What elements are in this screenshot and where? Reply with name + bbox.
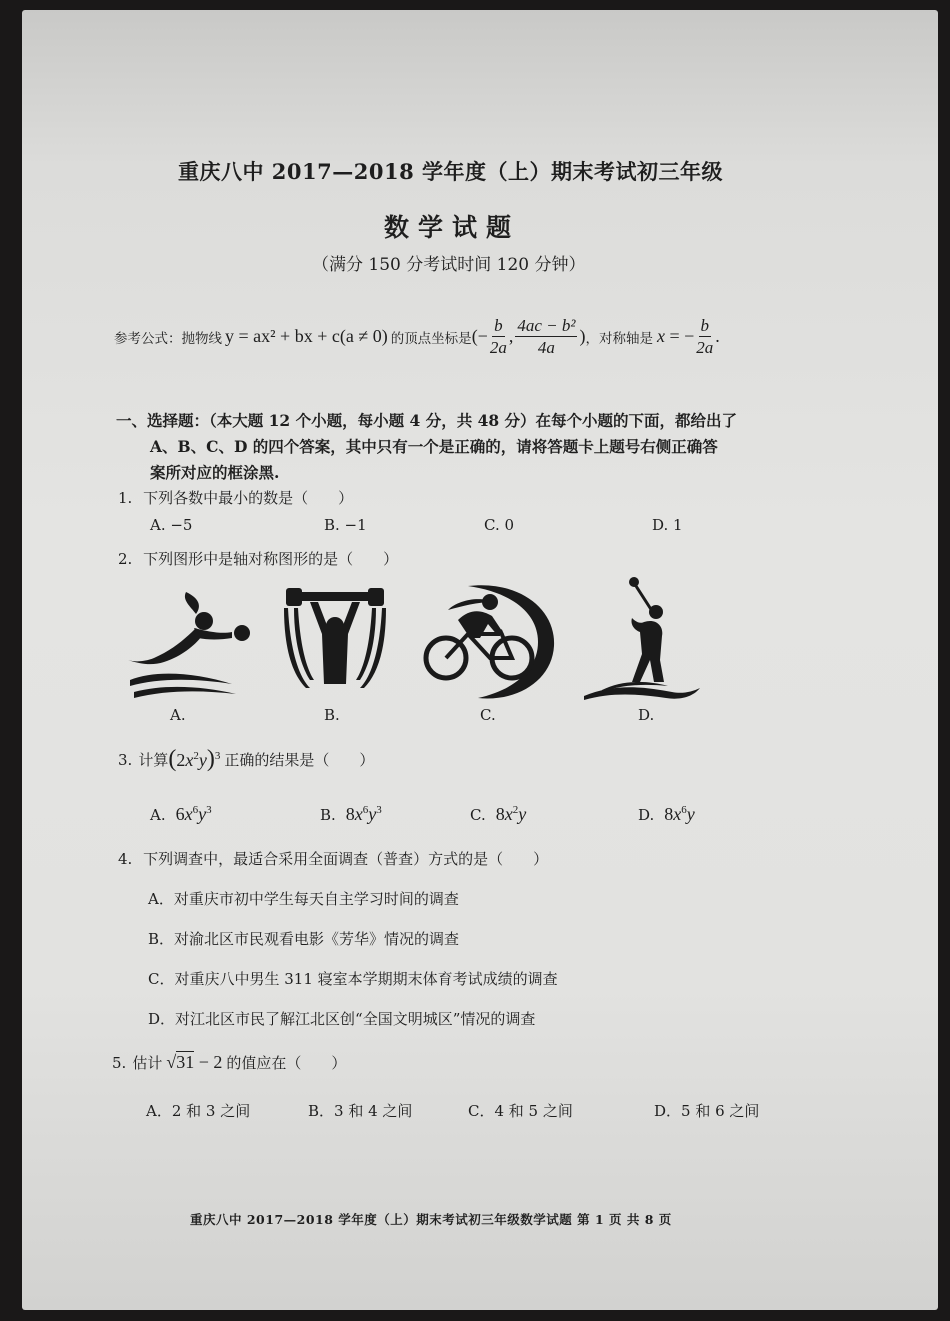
question-stem: 下列调查中，最适合采用全面调查（普查）方式的是（ ） [143, 850, 549, 868]
figure-a-volleyball-icon [124, 588, 254, 700]
question-number: 2. [118, 550, 133, 568]
q3-option-d: D. $8x^6y$ [638, 804, 695, 824]
page-footer: 重庆八中 2017—2018 学年度（上）期末考试初三年级数学试题 第 1 页 共 8 页 [190, 1212, 672, 1227]
reference-formula: 参考公式：抛物线 y = ax² + bx + c(a ≠ 0) 的顶点坐标是 (− $\frac{b}{2a}$ , $\frac{\text{4ac − b²}}{4a}$ ) ，对称轴是 x = − $\frac{b}{2a}$ . [114, 316, 720, 357]
section-1-line-3: 案所对应的框涂黑. [150, 463, 280, 482]
axis-fraction: $\frac{b}{2a}$ [696, 316, 714, 357]
q4-option-c: C．对重庆八中男生 311 寝室本学期期末体育考试成绩的调查 [148, 970, 558, 988]
section-1-line-2: A、B、C、D 的四个答案，其中只有一个是正确的，请将答题卡上题号右侧正确答 [150, 437, 718, 456]
q1-option-b: B. −1 [324, 516, 367, 534]
section-1-line-1: 一、选择题：（本大题 12 个小题，每小题 4 分，共 48 分）在每个小题的下面，都给出了 [116, 411, 738, 430]
q1-option-d: D. 1 [652, 516, 683, 534]
question-number: 1. [118, 489, 133, 507]
q5-option-d: D．5 和 6 之间 [654, 1102, 760, 1120]
formula-expr: y = ax² + bx + c(a ≠ 0) [225, 326, 388, 346]
q3-expression: $(2x^2y)^3$ [168, 746, 221, 772]
vertex-x-fraction: $\frac{b}{2a}$ [489, 316, 507, 357]
question-4 [118, 848, 548, 869]
q5-option-c: C．4 和 5 之间 [468, 1102, 573, 1120]
question-2 [118, 548, 398, 569]
q1-option-c: C. 0 [484, 516, 515, 534]
question-stem-post: 正确的结果是（ ） [224, 751, 375, 769]
figure-d-label: D. [638, 706, 655, 724]
figure-b-weightlifter-icon [280, 588, 390, 700]
vertex-y-fraction: $\frac{\text{4ac − b²}}{4a}$ [517, 316, 576, 357]
exam-note: （满分 150 分考试时间 120 分钟） [312, 255, 586, 275]
question-number: 4. [118, 850, 133, 868]
question-stem: 下列各数中最小的数是（ ） [143, 489, 354, 507]
question-number: 5. [112, 1053, 127, 1072]
q4-option-a: A．对重庆市初中学生每天自主学习时间的调查 [148, 890, 459, 908]
question-stem-pre: 估计 [132, 1054, 163, 1072]
q4-option-d: D．对江北区市民了解江北区创“全国文明城区”情况的调查 [148, 1010, 536, 1028]
q5-option-b: B．3 和 4 之间 [308, 1102, 413, 1120]
exam-subtitle: 数学试题 [384, 213, 521, 242]
q1-option-a: A. −5 [150, 516, 193, 534]
q3-option-a: A. $6x^6y^3$ [150, 804, 212, 824]
question-stem-post: 的值应在（ ） [226, 1054, 347, 1072]
question-5 [112, 1052, 346, 1073]
figure-c-label: C. [480, 706, 496, 724]
q3-option-c: C. $8x^2y$ [470, 804, 527, 824]
figure-a-label: A. [170, 706, 186, 724]
formula-axis-label: ，对称轴是 [585, 330, 653, 347]
question-number: 3. [118, 750, 133, 769]
q3-option-b: B. $8x^6y^3$ [320, 804, 382, 824]
figure-b-label: B. [324, 706, 340, 724]
figure-d-golfer-icon [582, 576, 702, 702]
figure-c-cyclist-icon [418, 580, 558, 702]
formula-lead: 参考公式：抛物线 [114, 330, 222, 347]
question-stem: 下列图形中是轴对称图形的是（ ） [143, 550, 399, 568]
q4-option-b: B．对渝北区市民观看电影《芳华》情况的调查 [148, 930, 460, 948]
exam-title: 重庆八中 2017—2018 学年度（上）期末考试初三年级 [178, 159, 724, 184]
exam-paper [22, 10, 938, 1310]
question-3 [118, 746, 374, 773]
q5-option-a: A．2 和 3 之间 [146, 1102, 251, 1120]
question-1 [118, 487, 353, 508]
formula-mid: 的顶点坐标是 [390, 330, 472, 347]
question-stem-pre: 计算 [138, 751, 169, 769]
q5-expression: √31 − 2 [166, 1052, 223, 1072]
